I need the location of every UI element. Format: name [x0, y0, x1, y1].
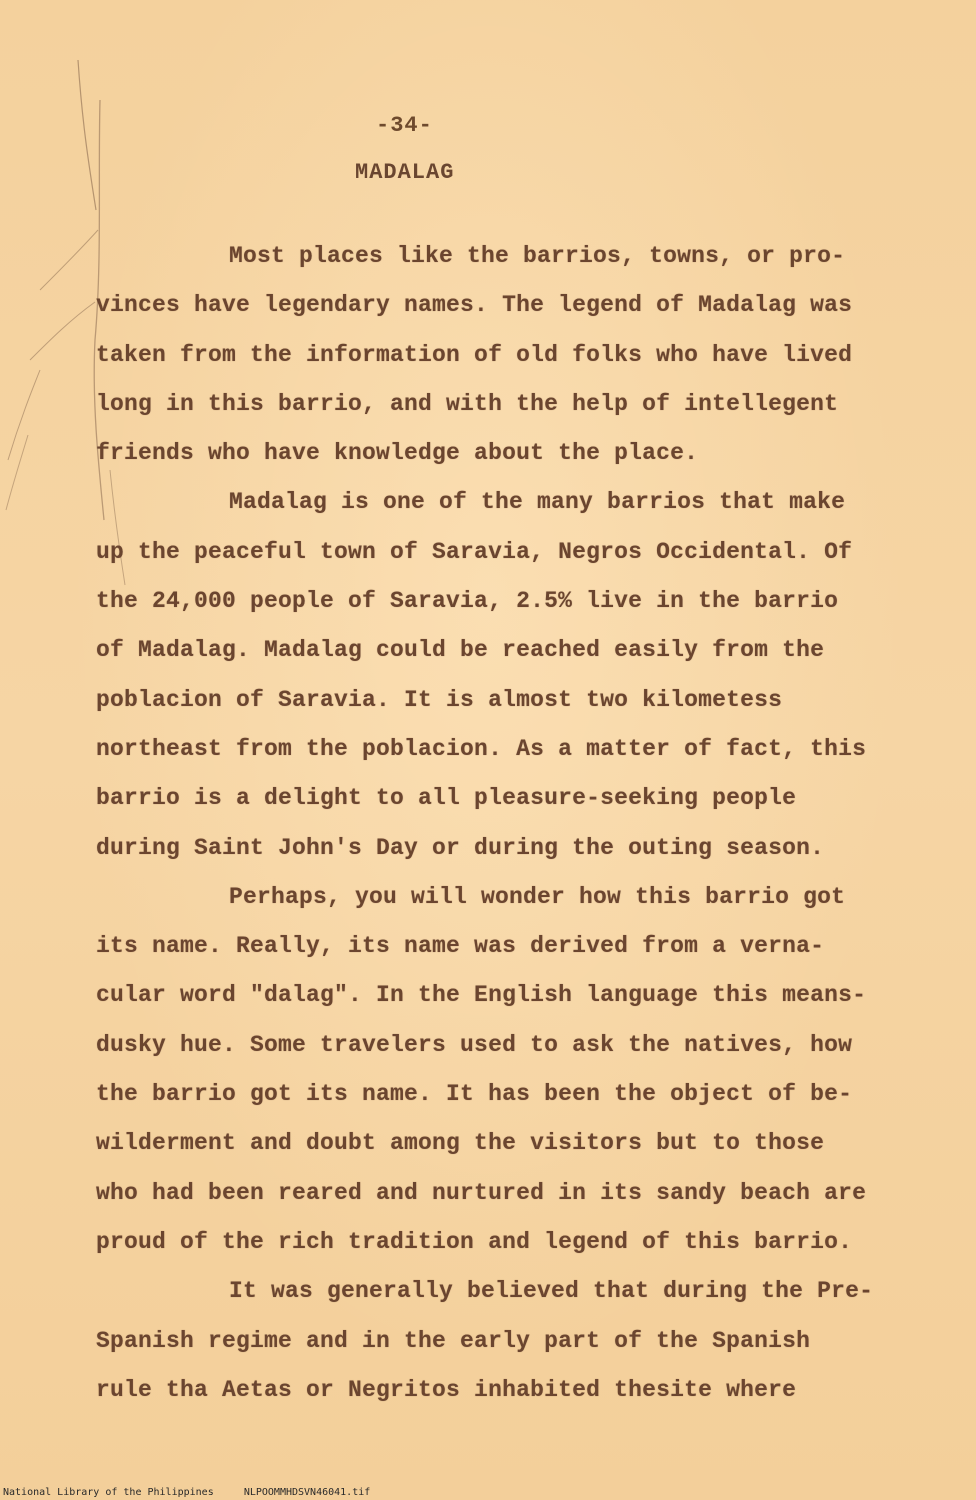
text-line: cular word "dalag". In the English language this means- — [96, 982, 867, 1009]
text-line: long in this barrio, and with the help of intellegent — [96, 390, 839, 417]
text-line: rule tha Aetas or Negritos inhabited thesite where — [96, 1376, 797, 1403]
text-line: dusky hue. Some travelers used to ask the natives, how — [96, 1031, 853, 1058]
text-line: Spanish regime and in the early part of the Spanish — [96, 1327, 811, 1354]
text-line: its name. Really, its name was derived from a verna- — [96, 933, 825, 960]
page-number: -34- — [376, 113, 433, 138]
text-line: Madalag is one of the many barrios that make — [229, 489, 846, 516]
text-line: proud of the rich tradition and legend of this barrio. — [96, 1228, 853, 1255]
text-line: who had been reared and nurtured in its sandy beach are — [96, 1179, 867, 1206]
text-line: taken from the information of old folks who have lived — [96, 341, 853, 368]
text-line: friends who have knowledge about the place. — [96, 440, 699, 467]
page-title: MADALAG — [355, 160, 455, 185]
text-line: the 24,000 people of Saravia, 2.5% live in the barrio — [96, 588, 839, 615]
scan-footer: National Library of the Philippines NLPOOMMHDSVN46041.tif — [3, 1487, 371, 1498]
text-line: wilderment and doubt among the visitors but to those — [96, 1130, 825, 1157]
text-line: vinces have legendary names. The legend of Madalag was — [96, 292, 853, 319]
text-line: Most places like the barrios, towns, or pro- — [229, 243, 846, 269]
text-line: of Madalag. Madalag could be reached easily from the — [96, 637, 825, 664]
text-line: Perhaps, you will wonder how this barrio got — [229, 883, 846, 910]
text-line: barrio is a delight to all pleasure-seeking people — [96, 785, 797, 812]
text-line: It was generally believed that during the Pre- — [229, 1278, 874, 1305]
text-line: up the peaceful town of Saravia, Negros Occidental. Of — [96, 538, 853, 565]
text-line: the barrio got its name. It has been the object of be- — [96, 1081, 853, 1108]
text-line: northeast from the poblacion. As a matter of fact, this — [96, 735, 867, 762]
text-line: during Saint John's Day or during the outing season. — [96, 834, 825, 861]
document-body — [96, 232, 926, 1415]
text-line: poblacion of Saravia. It is almost two kilometess — [96, 686, 783, 713]
